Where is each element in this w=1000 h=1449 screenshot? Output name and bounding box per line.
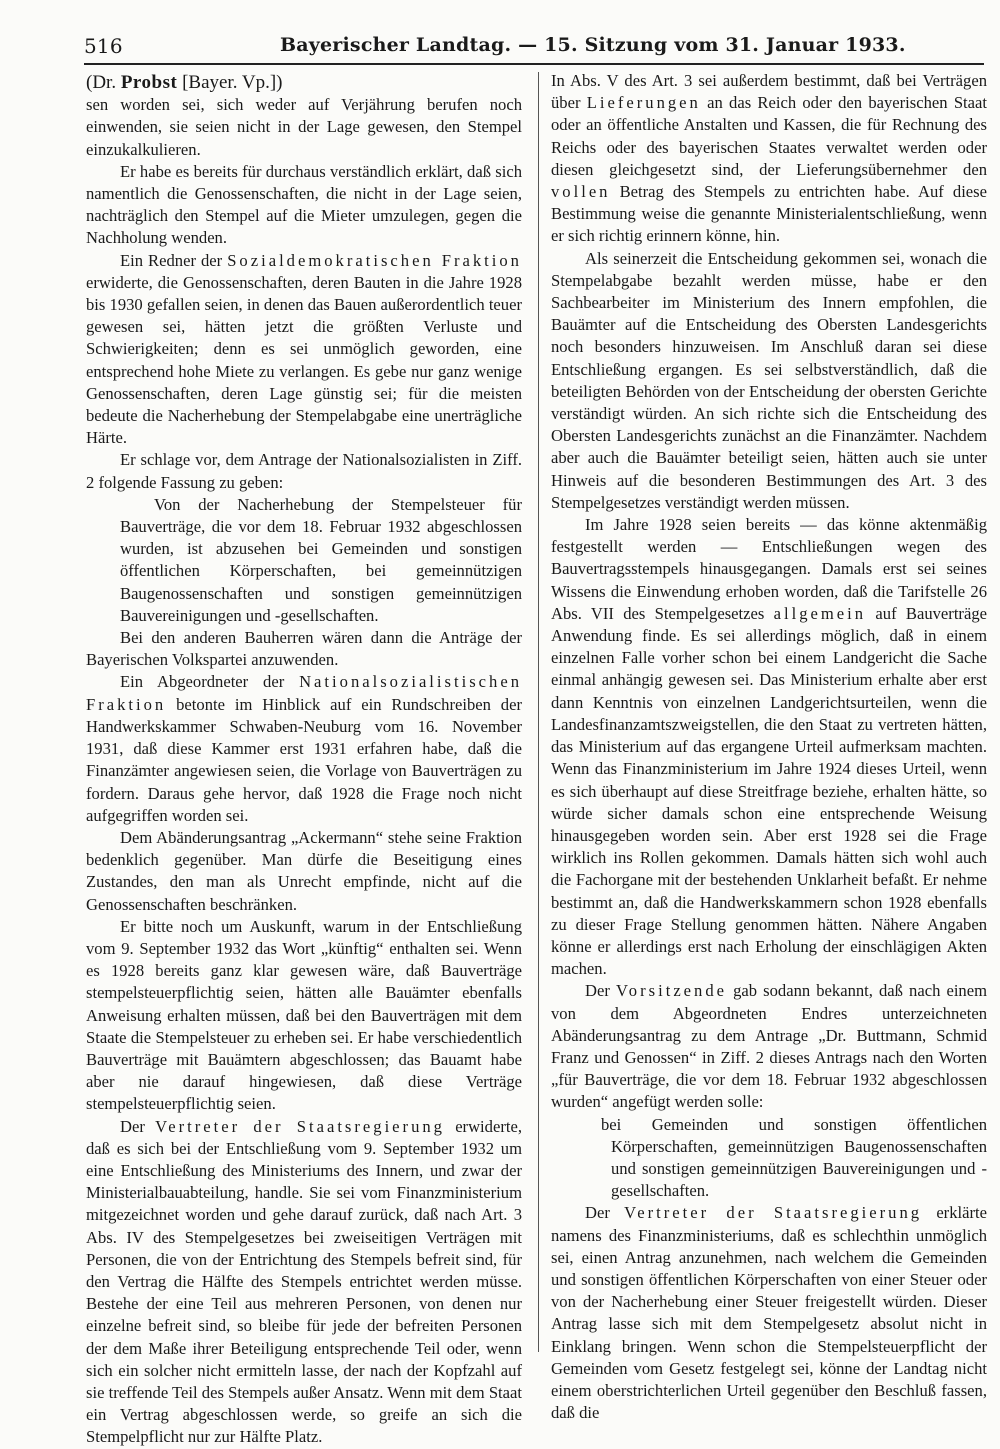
speaker-name: Probst — [120, 72, 178, 93]
spaced-emphasis: Nationalsozialistischen Fraktion — [86, 672, 522, 714]
paragraph — [86, 671, 522, 826]
header-rule — [84, 63, 984, 65]
paragraph: Er bitte noch um Auskunft, warum in der Entschließung vom 9. September 1932 das Wort „künftig“ enthalten sei. Wenn es 1928 bereits ganz klar gewesen wäre, daß Bauverträge stempelsteuerpflichtig seien, hätten alle Bauämter ebenfalls Anweisung erhalten müssen, daß bei den Bauverträgen mit dem Staate die Stempelsteuer zu erheben sei. Er habe verschiedentlich Bauverträge mit Bauämtern abgeschlossen; das Bauamt habe aber nie darauf hingewiesen, daß diese Verträge stempelsteuerpflichtig seien. — [86, 916, 522, 1114]
text-run: betonte im Hinblick auf ein Rundschreiben der Handwerkskammer Schwaben-Neuburg vom 16. November 1931, daß diese Kammer erst 1931 erfahren habe, daß die Finanzämter angewiesen seien, die Vorlage von Bauverträgen zu fordern. Daraus gehe hervor, daß 1928 die Frage noch nicht aufgegriffen worden sei. — [86, 694, 522, 825]
spaced-emphasis: allgemein — [773, 603, 867, 623]
text-run: Im Jahre 1928 seien bereits — das könne aktenmäßig festgestellt werden — Entschließungen wegen des Bauvertragsstempels hinausgegangen. Damals erst sei seines Wissens die Einwendung erhoben worden, daß die Tarifstelle 26 Abs. VII des Stempelgesetzes — [551, 515, 987, 623]
paragraph: Er schlage vor, dem Antrage der Nationalsozialisten in Ziff. 2 folgende Fassung zu geben: — [86, 450, 522, 492]
speaker-open: (Dr. — [86, 72, 117, 93]
page-header — [84, 30, 984, 64]
text-run: Der — [585, 981, 610, 1001]
left-column — [86, 72, 522, 1449]
text-run: Der — [585, 1203, 610, 1223]
paragraph: sen worden sei, sich weder auf Verjährung berufen noch einwenden, sie seien nicht in der Lage gewesen, den Stempel einzukalkulieren. — [86, 95, 522, 159]
paragraph — [551, 70, 987, 248]
text-run: In Abs. V des Art. 3 sei außerdem bestimmt, daß bei Verträgen über — [551, 71, 987, 113]
paragraph: Bei den anderen Bauherren wären dann die Anträge der Bayerischen Volkspartei anzuwenden. — [86, 628, 522, 670]
text-run: erwiderte, die Genossenschaften, deren Bauten in die Jahre 1928 bis 1930 gefallen seien, in denen das Bauen außerordentlich teuer gewesen sei, hätten jetzt die größten Verluste und Schwierigkeiten; denn es sei unmöglich geworden, eine entsprechend hohe Miete zu verlangen. Es gebe nur ganz wenige Genossenschaften, deren Lage günstig sei; für die meisten bedeute die Nacherhebung der Stempelabgabe eine unerträgliche Härte. — [86, 272, 522, 448]
speaker-party: [Bayer. Vp.]) — [182, 72, 283, 93]
paragraph — [551, 514, 987, 980]
running-title: Bayerischer Landtag. — 15. Sitzung vom 31. Januar 1933. — [280, 34, 906, 56]
paragraph: Er habe es bereits für durchaus verständlich erklärt, daß sich namentlich die Genossenschaften, die nicht in der Lage seien, nachträglich den Stempel auf die Mieter umzulegen, gegen die Nachholung wenden. — [86, 161, 522, 248]
spaced-emphasis: Lieferungen — [586, 93, 701, 113]
speaker-tag — [86, 72, 522, 94]
text-run: erwiderte, daß es sich bei der Entschließung vom 9. September 1932 um eine Entschließung des Ministeriums des Innern, und zwar der Ministerialbauabteilung, handle. Sie sei vom Finanzministerium mitgezeichnet worden und gehe darauf zurück, daß nach Art. 3 Abs. IV des Stempelgesetzes bei zweiseitigen Verträgen mit Personen, die von der Entrichtung des Stempels befreit sind, für den Vertrag die Hälfte des Stempels entrichtet werden müsse. Bestehe der eine Teil aus mehreren Personen, von denen nur einzelne befreit sind, so bleibe für jede der befreiten Personen der dem Maße ihrer Beteiligung entsprechende Teil oder, wenn sich ein solcher nicht ermitteln lasse, der nach der Kopfzahl auf sie treffende Teil des Stempels außer Ansatz. Wenn mit dem Staat ein Vertrag abgeschlossen werde, so greife an sich die Stempelpflicht nur zur Hälfte Platz. — [86, 1116, 522, 1447]
text-run: gab sodann bekannt, daß nach einem von dem Abgeordneten Endres unterzeichneten Abänderungsantrag zu dem Antrage „Dr. Buttmann, Schmid Franz und Genossen“ in Ziff. 2 dieses Antrags nach den Worten „für Bauverträge, die vor dem 18. Februar 1932 abgeschlossen wurden“ angefügt werden solle: — [551, 981, 988, 1112]
quoted-amendment: bei Gemeinden und sonstigen öffentlichen Körperschaften, gemeinnützigen Baugenossenschaften und sonstigen gemeinnützigen Bauvereinigungen und -gesellschaften. — [601, 1114, 987, 1201]
page-number: 516 — [84, 34, 123, 58]
quoted-motion: Von der Nacherhebung der Stempelsteuer für Bauverträge, die vor dem 18. Februar 1932 abgeschlossen wurden, ist abzusehen bei Gemeinden und sonstigen öffentlichen Körperschaften, bei gemeinnützigen Baugenossenschaften und sonstigen gemeinnützigen Bauvereinigungen und -gesellschaften. — [120, 494, 522, 625]
spaced-emphasis: vollen — [551, 182, 611, 202]
right-column — [551, 70, 987, 1424]
text-run: Betrag des Stempels zu entrichten habe. Auf diese Bestimmung weise die genannte Ministerialentschließung, wenn er sich richtig erinnern könne, hin. — [551, 182, 987, 246]
paragraph: Als seinerzeit die Entscheidung gekommen sei, wonach die Stempelabgabe bezahlt werden müsse, habe er den Sachbearbeiter im Ministerium des Innern empfohlen, die Bauämter auf die Entscheidung des Obersten Landesgerichts noch besonders hinzuweisen. Im Anschluß daran sei diese Entschließung ergangen. Es sei selbstverständlich, daß die beteiligten Behörden von der Entscheidung der obersten Gerichte verständigt würden. An sich richte sich die Entscheidung des Obersten Landesgerichts zunächst an die Finanzämter. Nachdem aber auch die Bauämter beteiligt seien, hätten auch sie unter Hinweis auf die besonderen Bestimmungen des Art. 3 des Stempelgesetzes verständigt werden müssen. — [551, 248, 987, 512]
spaced-emphasis: Vertreter der Staatsregierung — [155, 1116, 445, 1136]
spaced-emphasis: Vorsitzende — [615, 981, 728, 1001]
text-run: Ein Abgeordneter der — [120, 672, 285, 692]
column-divider — [538, 72, 539, 1352]
text-run: erklärte namens des Finanzministeriums, daß es schlechthin unmöglich sei, einen Antrag anzunehmen, nach welchem die Gemeinden und sonstigen öffentlichen Körperschaften von einer Steuer oder von der Nacherhebung einer Steuer freigestellt würden. Dieser Antrag lasse sich mit dem Stempelgesetz absolut nicht in Einklang bringen. Wenn schon die Stempelsteuerpflicht der Gemeinden vom Gesetz festgelegt sei, könne der Landtag nicht einem oberstrichterlichen Urteil gegenüber den Beschluß fassen, daß die — [551, 1203, 987, 1423]
paragraph: Dem Abänderungsantrag „Ackermann“ stehe seine Fraktion bedenklich gegenüber. Man dürfe die Beseitigung eines Zustandes, den man als Unrecht empfinde, nicht auf die Genossenschaften beschränken. — [86, 827, 522, 914]
spaced-emphasis: Vertreter der Staatsregierung — [624, 1203, 923, 1223]
paragraph — [86, 250, 522, 450]
text-run: auf Bauverträge Anwendung finde. Es sei allerdings möglich, daß in einem einzelnen Falle vorher schon bei einem Landgericht die Sache einmal anhängig gewesen sei. Das Ministerium erhalte aber erst dann Kenntnis von einzelnen Landgerichtsurteilen, wenn die Landesfinanzamtszweigstellen, die den Staat zu vertreten hätten, das Ministerium auf das ergangene Urteil aufmerksam machten. Wenn das Finanzministerium im Jahre 1924 dieses Urteil, wenn es sich überhaupt auf diese Streitfrage beziehe, erhalten hätte, so würde sicher damals schon eine entsprechende Weisung hinausgegeben worden sein. Aber erst 1928 sei die Frage wirklich ins Rollen gekommen. Damals hätten sich wohl auch die Fachorgane mit der bestehenden Unklarheit befaßt. Er nehme bestimmt an, daß die Handwerkskammern schon 1928 ebenfalls zu dieser Frage Stellung genommen hätten. Nähere Angaben könne er allerdings erst nach Erholung der einschlägigen Akten machen. — [551, 603, 987, 979]
text-run: Der — [120, 1116, 145, 1136]
paragraph — [551, 1202, 987, 1424]
spaced-emphasis: Sozialdemokratischen Fraktion — [227, 250, 522, 270]
text-run: Ein Redner der — [120, 250, 223, 270]
paragraph — [551, 980, 987, 1113]
text-run: an das Reich oder den bayerischen Staat oder an öffentliche Anstalten und Kassen, die für Rechnung des Reichs oder des bayerischen Staates verwaltet werden oder diesen gleichgesetzt sind, der Lieferungsübernehmer den — [551, 93, 987, 179]
